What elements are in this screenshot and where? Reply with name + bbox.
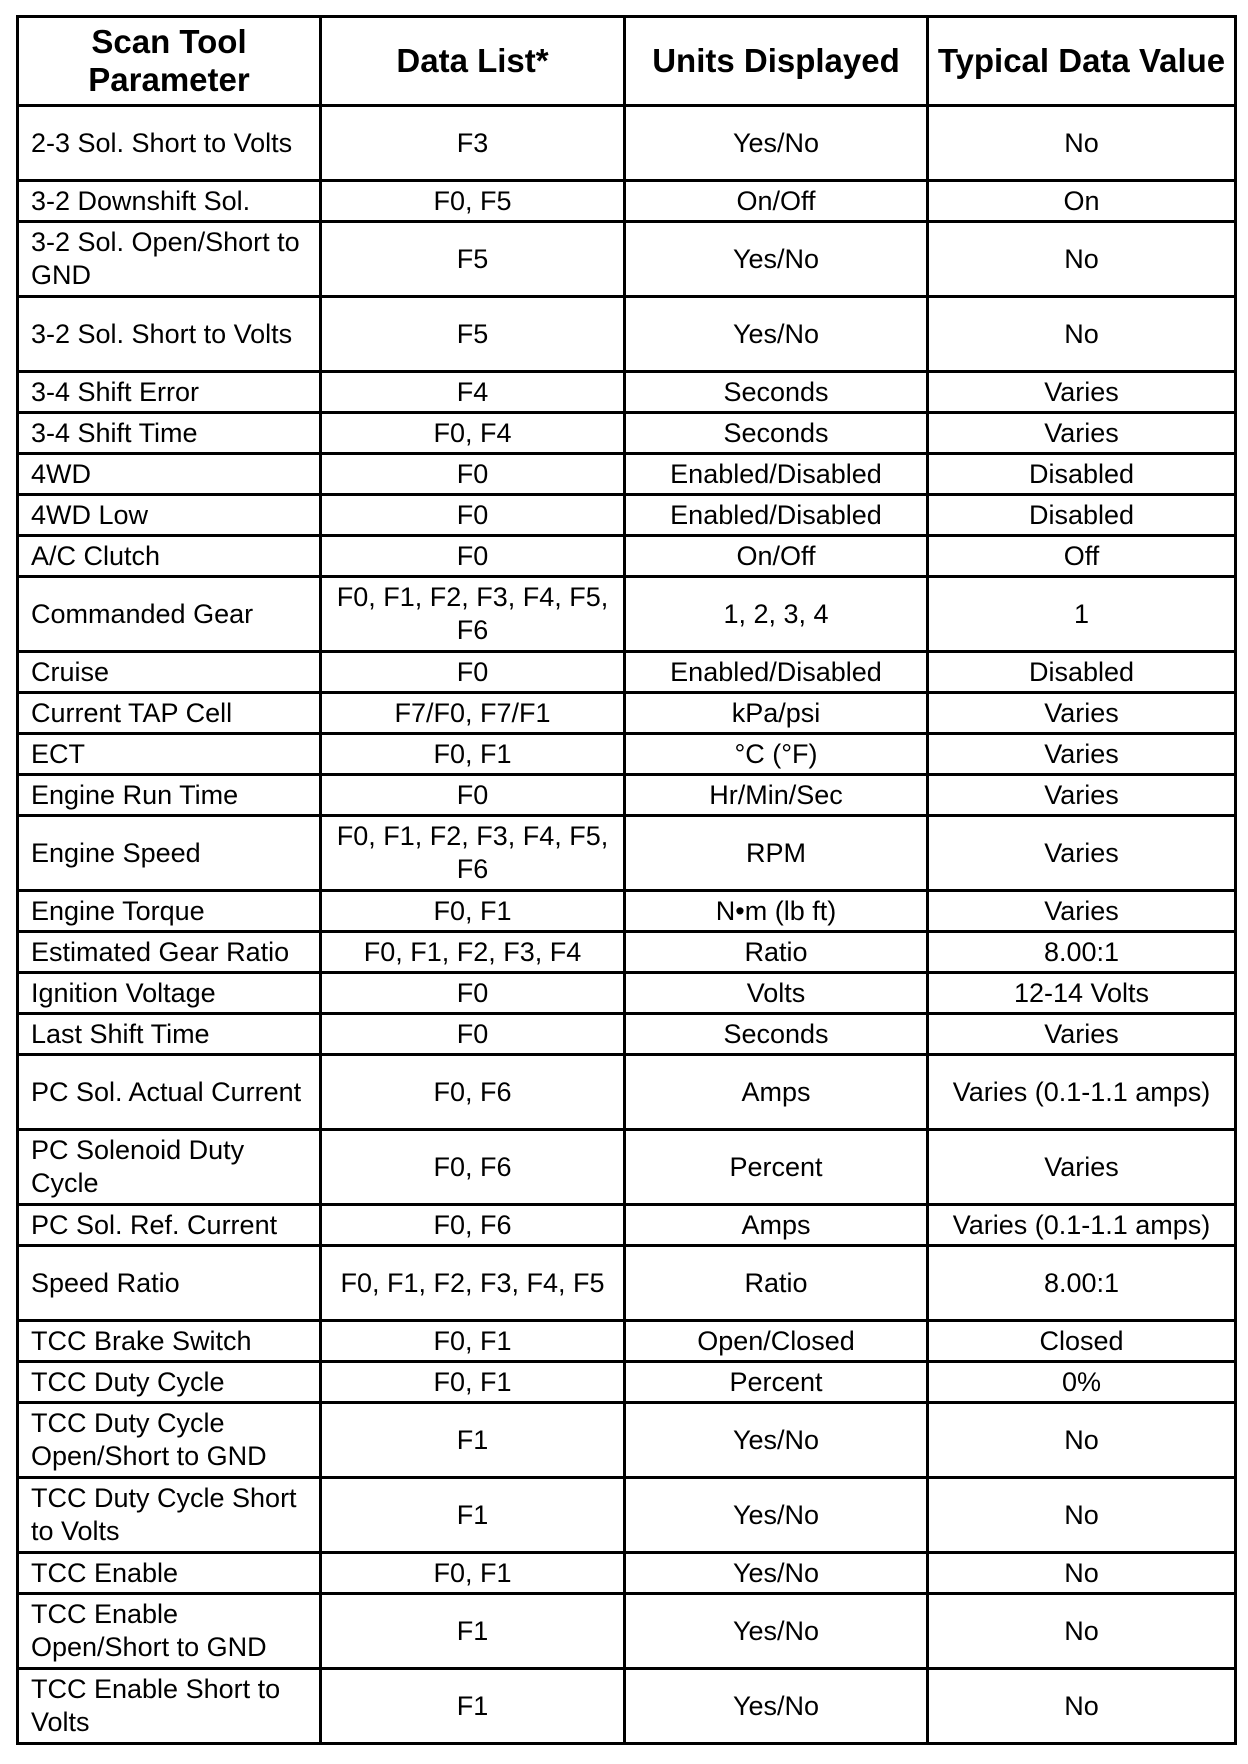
data-list-cell: F0, F1 [321, 1321, 625, 1362]
parameter-cell: Estimated Gear Ratio [18, 932, 321, 973]
typical-value-cell: 8.00:1 [928, 932, 1236, 973]
parameter-cell: 3-2 Downshift Sol. [18, 181, 321, 222]
table-row [18, 932, 1236, 973]
data-list-cell: F0, F4 [321, 413, 625, 454]
header-row [18, 17, 1236, 106]
data-list-cell: F7/F0, F7/F1 [321, 693, 625, 734]
parameter-cell: PC Sol. Ref. Current [18, 1205, 321, 1246]
typical-value-cell: No [928, 1553, 1236, 1594]
table-row [18, 1246, 1236, 1321]
units-cell: Yes/No [625, 1594, 928, 1669]
parameter-cell: Last Shift Time [18, 1014, 321, 1055]
units-cell: On/Off [625, 181, 928, 222]
units-cell: Seconds [625, 1014, 928, 1055]
data-list-cell: F1 [321, 1594, 625, 1669]
table-row [18, 1205, 1236, 1246]
parameter-cell: TCC Enable [18, 1553, 321, 1594]
data-list-cell: F0, F1 [321, 1553, 625, 1594]
typical-value-cell: 1 [928, 577, 1236, 652]
units-cell: Seconds [625, 413, 928, 454]
table-row [18, 495, 1236, 536]
table-row [18, 181, 1236, 222]
units-cell: RPM [625, 816, 928, 891]
units-cell: Seconds [625, 372, 928, 413]
data-list-cell: F3 [321, 106, 625, 181]
units-cell: Yes/No [625, 1669, 928, 1744]
header-units: Units Displayed [625, 17, 928, 106]
data-list-cell: F0 [321, 495, 625, 536]
units-cell: Enabled/Disabled [625, 652, 928, 693]
table-row [18, 1594, 1236, 1669]
parameter-cell: TCC Duty Cycle [18, 1362, 321, 1403]
units-cell: Percent [625, 1130, 928, 1205]
data-list-cell: F0, F1 [321, 1362, 625, 1403]
table-row [18, 413, 1236, 454]
units-cell: Ratio [625, 932, 928, 973]
typical-value-cell: Disabled [928, 652, 1236, 693]
typical-value-cell: On [928, 181, 1236, 222]
parameter-cell: Cruise [18, 652, 321, 693]
typical-value-cell: 0% [928, 1362, 1236, 1403]
typical-value-cell: No [928, 106, 1236, 181]
parameter-cell: 2-3 Sol. Short to Volts [18, 106, 321, 181]
typical-value-cell: Varies [928, 734, 1236, 775]
parameter-cell: TCC Enable Short to Volts [18, 1669, 321, 1744]
data-list-cell: F0, F6 [321, 1205, 625, 1246]
header-typical-value: Typical Data Value [928, 17, 1236, 106]
parameter-cell: 3-4 Shift Time [18, 413, 321, 454]
data-list-cell: F0, F1, F2, F3, F4, F5 [321, 1246, 625, 1321]
parameter-cell: Commanded Gear [18, 577, 321, 652]
parameter-cell: TCC Brake Switch [18, 1321, 321, 1362]
typical-value-cell: No [928, 222, 1236, 297]
parameter-cell: Engine Speed [18, 816, 321, 891]
table-row [18, 106, 1236, 181]
typical-value-cell: Varies (0.1-1.1 amps) [928, 1205, 1236, 1246]
table-row [18, 222, 1236, 297]
parameter-cell: Speed Ratio [18, 1246, 321, 1321]
parameter-cell: 3-2 Sol. Short to Volts [18, 297, 321, 372]
data-list-cell: F0 [321, 1014, 625, 1055]
units-cell: Percent [625, 1362, 928, 1403]
data-list-cell: F0, F1, F2, F3, F4, F5, F6 [321, 577, 625, 652]
typical-value-cell: No [928, 1478, 1236, 1553]
table-row [18, 1130, 1236, 1205]
units-cell: Volts [625, 973, 928, 1014]
data-list-cell: F0 [321, 775, 625, 816]
units-cell: Yes/No [625, 106, 928, 181]
parameter-cell: A/C Clutch [18, 536, 321, 577]
parameter-cell: Ignition Voltage [18, 973, 321, 1014]
table-row [18, 693, 1236, 734]
parameter-cell: 3-4 Shift Error [18, 372, 321, 413]
table-row [18, 1055, 1236, 1130]
table-row [18, 734, 1236, 775]
table-row [18, 372, 1236, 413]
table-row [18, 1321, 1236, 1362]
table-row [18, 1014, 1236, 1055]
data-list-cell: F0, F6 [321, 1130, 625, 1205]
units-cell: Amps [625, 1055, 928, 1130]
data-list-cell: F0 [321, 973, 625, 1014]
typical-value-cell: Varies (0.1-1.1 amps) [928, 1055, 1236, 1130]
data-list-cell: F5 [321, 297, 625, 372]
typical-value-cell: No [928, 297, 1236, 372]
typical-value-cell: Closed [928, 1321, 1236, 1362]
scan-tool-data-table-container [16, 15, 1234, 1745]
parameter-cell: TCC Enable Open/Short to GND [18, 1594, 321, 1669]
typical-value-cell: Disabled [928, 454, 1236, 495]
table-row [18, 1362, 1236, 1403]
parameter-cell: TCC Duty Cycle Open/Short to GND [18, 1403, 321, 1478]
table-row [18, 891, 1236, 932]
units-cell: Amps [625, 1205, 928, 1246]
units-cell: Yes/No [625, 1403, 928, 1478]
parameter-cell: TCC Duty Cycle Short to Volts [18, 1478, 321, 1553]
parameter-cell: 3-2 Sol. Open/Short to GND [18, 222, 321, 297]
units-cell: 1, 2, 3, 4 [625, 577, 928, 652]
data-list-cell: F4 [321, 372, 625, 413]
typical-value-cell: No [928, 1403, 1236, 1478]
data-list-cell: F1 [321, 1478, 625, 1553]
units-cell: Open/Closed [625, 1321, 928, 1362]
data-list-cell: F0, F5 [321, 181, 625, 222]
units-cell: Enabled/Disabled [625, 454, 928, 495]
data-list-cell: F0 [321, 536, 625, 577]
typical-value-cell: Varies [928, 372, 1236, 413]
typical-value-cell: Varies [928, 816, 1236, 891]
parameter-cell: Engine Torque [18, 891, 321, 932]
data-list-cell: F5 [321, 222, 625, 297]
scan-tool-data-table [16, 15, 1237, 1745]
parameter-cell: PC Solenoid Duty Cycle [18, 1130, 321, 1205]
table-row [18, 1553, 1236, 1594]
typical-value-cell: Varies [928, 413, 1236, 454]
units-cell: Yes/No [625, 222, 928, 297]
table-row [18, 652, 1236, 693]
header-parameter: Scan Tool Parameter [18, 17, 321, 106]
units-cell: °C (°F) [625, 734, 928, 775]
typical-value-cell: 8.00:1 [928, 1246, 1236, 1321]
units-cell: kPa/psi [625, 693, 928, 734]
units-cell: Ratio [625, 1246, 928, 1321]
units-cell: Yes/No [625, 1478, 928, 1553]
table-row [18, 577, 1236, 652]
typical-value-cell: Off [928, 536, 1236, 577]
typical-value-cell: Varies [928, 693, 1236, 734]
table-row [18, 536, 1236, 577]
table-row [18, 297, 1236, 372]
typical-value-cell: Varies [928, 1130, 1236, 1205]
parameter-cell: Engine Run Time [18, 775, 321, 816]
typical-value-cell: Varies [928, 1014, 1236, 1055]
data-list-cell: F0 [321, 454, 625, 495]
units-cell: Enabled/Disabled [625, 495, 928, 536]
table-row [18, 1403, 1236, 1478]
data-list-cell: F0, F1, F2, F3, F4, F5, F6 [321, 816, 625, 891]
table-row [18, 1478, 1236, 1553]
table-row [18, 816, 1236, 891]
typical-value-cell: No [928, 1669, 1236, 1744]
table-body [18, 106, 1236, 1744]
units-cell: On/Off [625, 536, 928, 577]
parameter-cell: ECT [18, 734, 321, 775]
typical-value-cell: 12-14 Volts [928, 973, 1236, 1014]
parameter-cell: 4WD [18, 454, 321, 495]
typical-value-cell: No [928, 1594, 1236, 1669]
header-data-list: Data List* [321, 17, 625, 106]
table-row [18, 1669, 1236, 1744]
data-list-cell: F0, F1 [321, 891, 625, 932]
parameter-cell: Current TAP Cell [18, 693, 321, 734]
typical-value-cell: Disabled [928, 495, 1236, 536]
table-row [18, 454, 1236, 495]
table-row [18, 973, 1236, 1014]
table-row [18, 775, 1236, 816]
units-cell: Yes/No [625, 1553, 928, 1594]
parameter-cell: PC Sol. Actual Current [18, 1055, 321, 1130]
units-cell: Hr/Min/Sec [625, 775, 928, 816]
data-list-cell: F0, F6 [321, 1055, 625, 1130]
data-list-cell: F1 [321, 1669, 625, 1744]
units-cell: Yes/No [625, 297, 928, 372]
data-list-cell: F1 [321, 1403, 625, 1478]
table-header [18, 17, 1236, 106]
units-cell: N•m (lb ft) [625, 891, 928, 932]
parameter-cell: 4WD Low [18, 495, 321, 536]
data-list-cell: F0 [321, 652, 625, 693]
typical-value-cell: Varies [928, 891, 1236, 932]
data-list-cell: F0, F1, F2, F3, F4 [321, 932, 625, 973]
data-list-cell: F0, F1 [321, 734, 625, 775]
typical-value-cell: Varies [928, 775, 1236, 816]
